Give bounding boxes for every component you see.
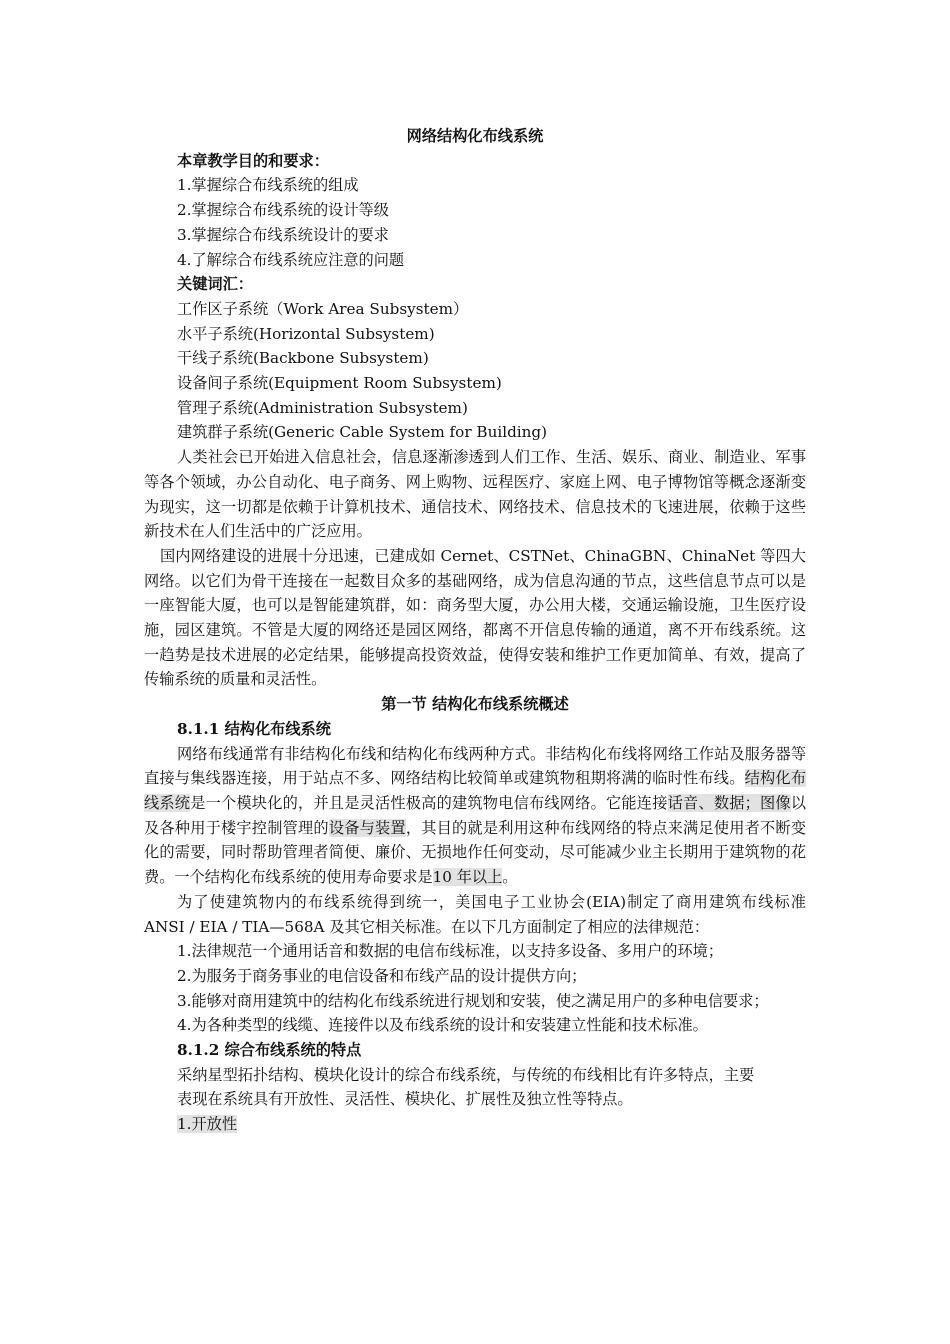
objectives-heading: 本章教学目的和要求： xyxy=(177,151,329,170)
standard-item: 4.为各种类型的线缆、连接件以及布线系统的设计和安装建立性能和技术标准。 xyxy=(177,1016,708,1035)
document-title: 网络结构化布线系统 xyxy=(406,127,544,145)
keyword-item: 工作区子系统（Work Area Subsystem） xyxy=(177,299,469,318)
standard-item: 1.法律规范一个通用话音和数据的电信布线标准，以支持多设备、多用户的环境； xyxy=(177,942,724,961)
highlighted-term: 话音、数据；图像 xyxy=(667,793,791,812)
objective-item: 1.掌握综合布线系统的组成 xyxy=(177,176,359,195)
section-1-title: 第一节 结构化布线系统概述 xyxy=(381,695,569,714)
text-run: 以及各种用于楼宇控制管理的 xyxy=(144,793,807,837)
section-811-paragraph-1 xyxy=(144,742,806,890)
text-run: 。 xyxy=(502,868,518,887)
standard-item: 2.为服务于商务事业的电信设备和布线产品的设计提供方向； xyxy=(177,966,587,985)
document-body xyxy=(144,124,806,1137)
keyword-item: 水平子系统(Horizontal Subsystem) xyxy=(177,324,435,343)
text-run: 是一个模块化的，并且是灵活性极高的建筑物电信布线网络。它能连接 xyxy=(190,793,668,812)
highlighted-term: 1.开放性 xyxy=(177,1115,238,1134)
keyword-item: 设备间子系统(Equipment Room Subsystem) xyxy=(177,374,502,393)
highlighted-term: 10 年以上 xyxy=(432,868,503,887)
keywords-heading: 关键词汇： xyxy=(177,275,253,294)
objective-item: 4.了解综合布线系统应注意的问题 xyxy=(177,250,405,269)
section-811-title: 8.1.1 结构化布线系统 xyxy=(177,719,331,738)
keyword-item: 管理子系统(Administration Subsystem) xyxy=(177,398,468,417)
section-812-title: 8.1.2 综合布线系统的特点 xyxy=(177,1041,362,1060)
section-811-paragraph-2: 为了使建筑物内的布线系统得到统一，美国电子工业协会(EIA)制定了商用建筑布线标准 ANSI / EIA / TIA—568A 及其它相关标准。在以下几方面制定了相应的法律规范： xyxy=(144,892,806,936)
standard-item: 3.能够对商用建筑中的结构化布线系统进行规划和安装，使之满足用户的多种电信要求； xyxy=(177,991,769,1010)
intro-paragraph-1: 人类社会已开始进入信息社会，信息逐渐渗透到人们工作、生活、娱乐、商业、制造业、军事等各个领域，办公自动化、电子商务、网上购物、远程医疗、家庭上网、电子博物馆等概念逐渐变为现实，这一切都是依赖于计算机技术、通信技术、网络技术、信息技术的飞速进展，依赖于这些新技术在人们生活中的广泛应用。 xyxy=(144,448,806,541)
text-run: ，其目的就是利用这种布线网络的特点来满足使用者不断变化的需要，同时帮助管理者简便、廉价、无损地作任何变动，尽可能减少业主长期用于建筑物的花费。一个结构化布线系统的使用寿命要求是 xyxy=(144,818,807,887)
highlighted-term: 设备与装置 xyxy=(328,818,406,837)
keyword-item: 建筑群子系统(Generic Cable System for Building) xyxy=(177,423,548,442)
objective-item: 3.掌握综合布线系统设计的要求 xyxy=(177,225,389,244)
text-run: 网络布线通常有非结构化布线和结构化布线两种方式。非结构化布线将网络工作站及服务器等直接与集线器连接，用于站点不多、网络结构比较简单或建筑物租期将满的临时性布线。 xyxy=(144,744,806,788)
objective-item: 2.掌握综合布线系统的设计等级 xyxy=(177,201,389,220)
highlighted-term: 结构化布线系统 xyxy=(144,769,807,812)
section-812-paragraph-1: 采纳星型拓扑结构、模块化设计的综合布线系统，与传统的布线相比有许多特点，主要 xyxy=(177,1065,755,1084)
keyword-item: 干线子系统(Backbone Subsystem) xyxy=(177,349,429,368)
section-812-paragraph-2: 表现在系统具有开放性、灵活性、模块化、扩展性及独立性等特点。 xyxy=(177,1090,633,1109)
section-812-item-1 xyxy=(144,1112,806,1137)
intro-paragraph-2: 国内网络建设的进展十分迅速，已建成如 Cernet、CSTNet、ChinaGBN、ChinaNet 等四大网络。以它们为骨干连接在一起数目众多的基础网络，成为信息沟通的节点，这些信息节点可以是一座智能大厦，也可以是智能建筑群，如：商务型大厦，办公用大楼，交通运输设施，卫生医疗设施，园区建筑。不管是大厦的网络还是园区网络，都离不开信息传输的通道，离不开布线系统。这一趋势是技术进展的必定结果，能够提高投资效益，使得安装和维护工作更加简单、有效，提高了传输系统的质量和灵活性。 xyxy=(144,546,806,689)
